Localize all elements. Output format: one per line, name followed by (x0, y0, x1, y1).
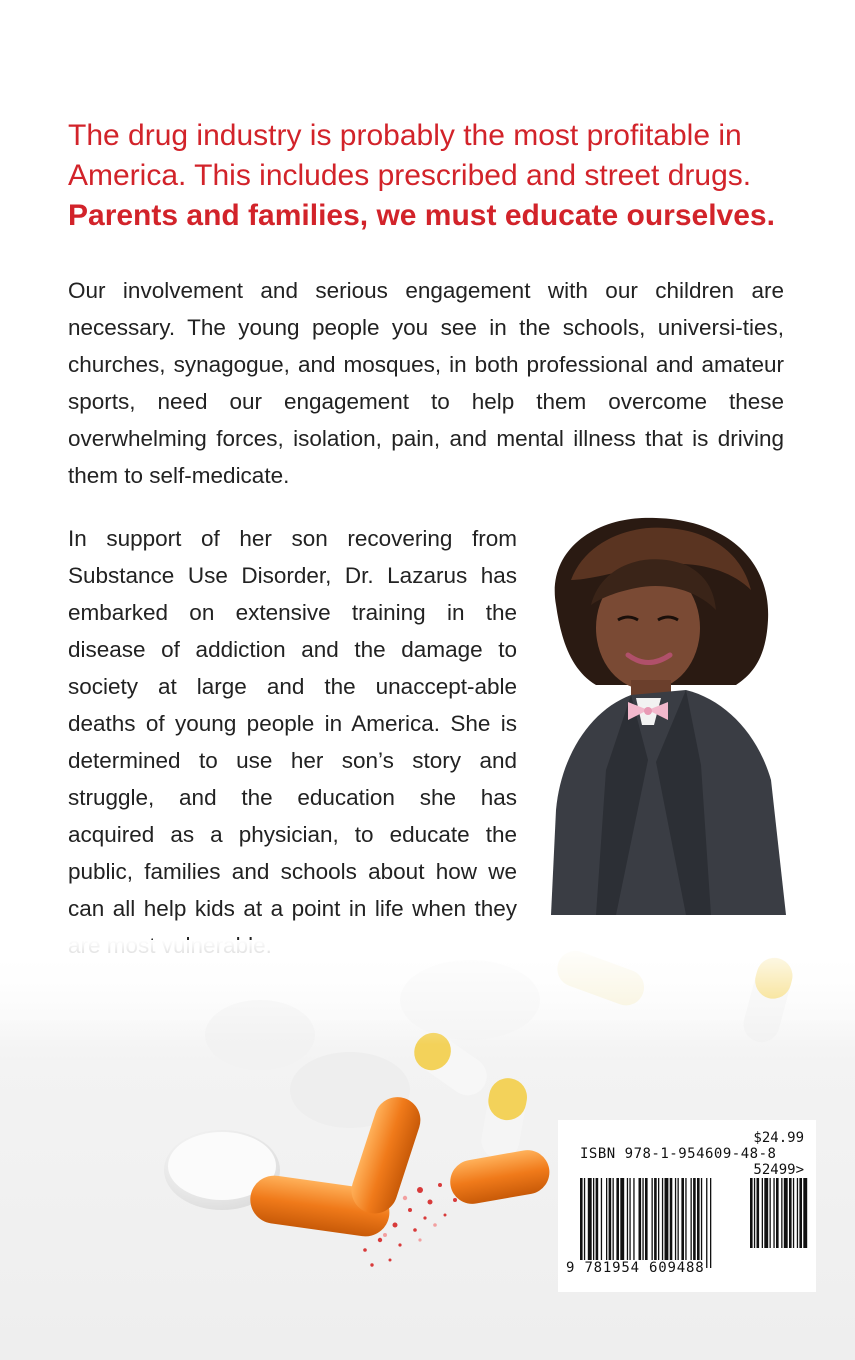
barcode-block (558, 1120, 816, 1292)
body-paragraph-1: Our involvement and serious engagement with our children are necessary. The young people you see in the schools, universi-ties, churches, synagogue, and mosques, in both professional and amateur sports, need our engagement to help them overcome these overwhelming forces, isolation, pain, and mental illness that is driving them to self-medicate. (68, 278, 784, 488)
author-photo (536, 510, 786, 915)
isbn-number: ISBN 978-1-954609-48-8 (580, 1146, 777, 1162)
body-paragraph-2: In support of her son recovering from Substance Use Disorder, Dr. Lazarus has embarked on extensive training in the disease of addiction and the damage to society at large and the unaccept-able deaths of young people in America. She is determined to use her son’s story and struggle, and the education she has acquired as a physician, to educate the public, families and schools about how we can all help kids at a point in life when they (68, 526, 517, 921)
price-addon-code: 52499> (753, 1162, 804, 1178)
headline-line-3: Parents and families, we must educate ourselves. (68, 199, 775, 232)
barcode-digits: 9 781954 609488 (566, 1260, 705, 1276)
headline (68, 116, 788, 236)
price: $24.99 (753, 1130, 804, 1146)
headline-line-2: America. This includes prescribed and street drugs. (68, 159, 752, 192)
headline-line-1: The drug industry is probably the most profitable in (68, 119, 742, 152)
